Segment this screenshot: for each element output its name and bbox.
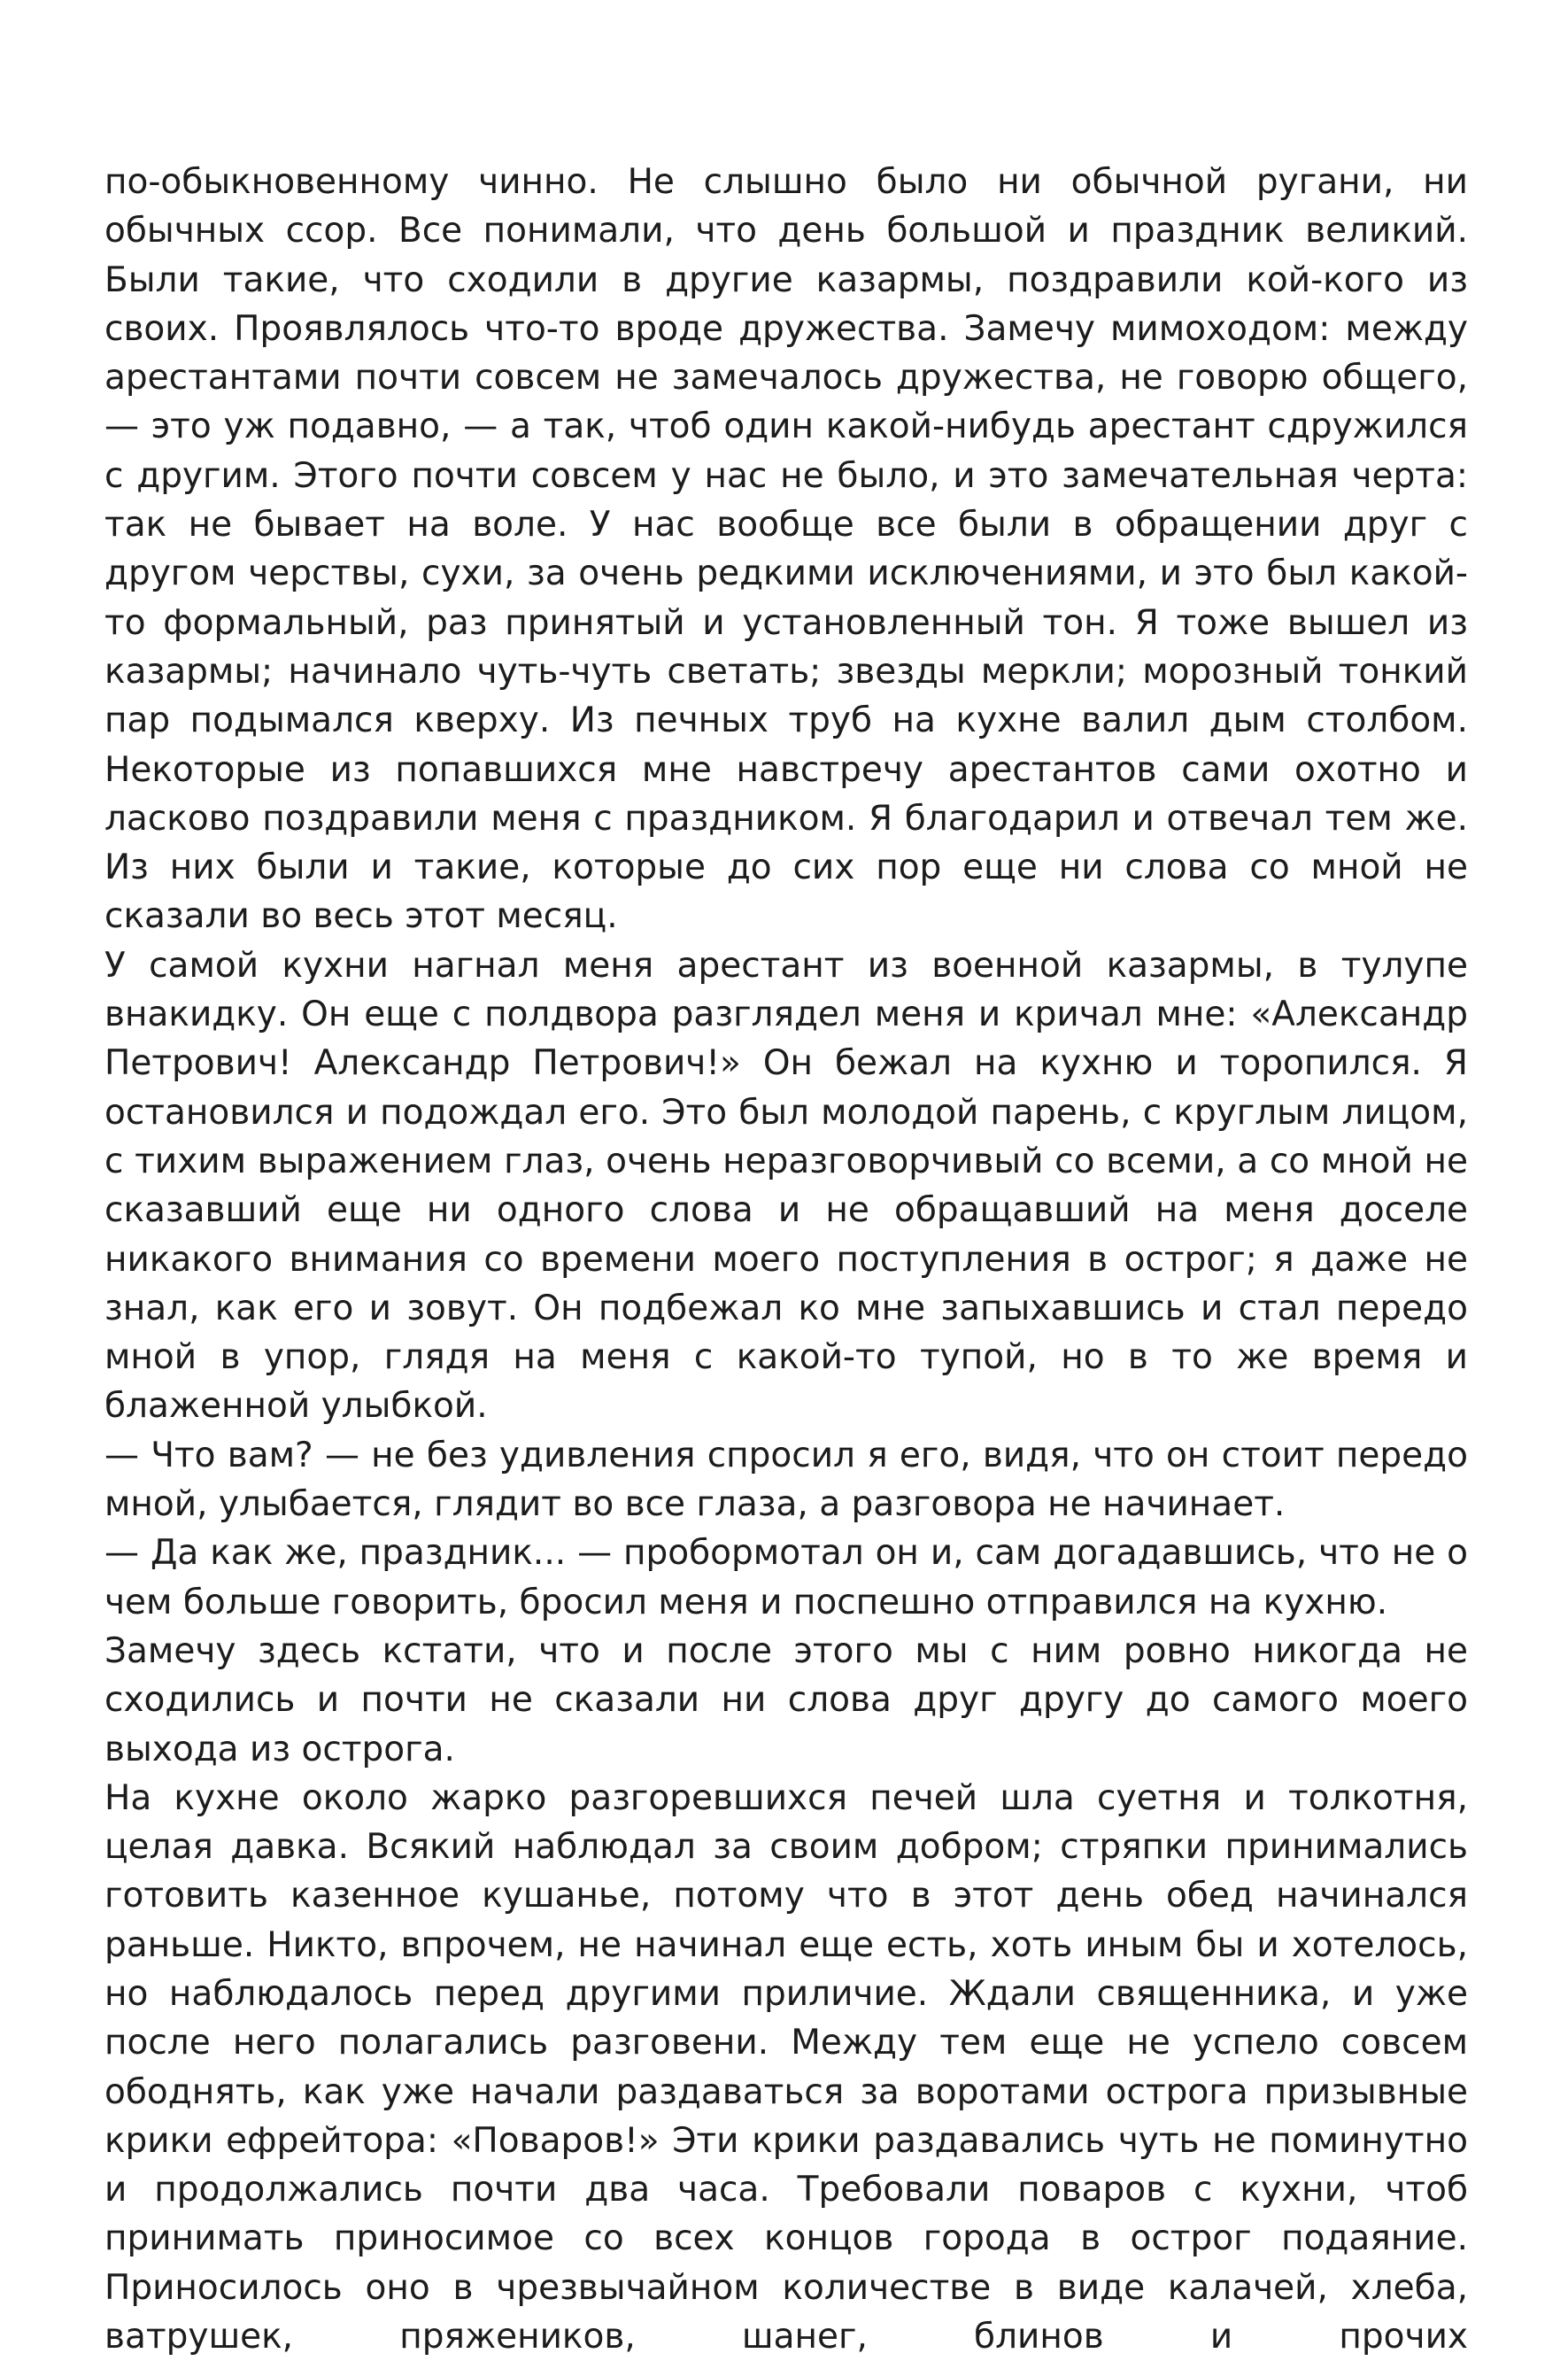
paragraph-2: У самой кухни нагнал меня арестант из военной казармы, в тулупе внакидку. Он еще с полдвора разглядел меня и кричал мне: «Александр Петрович! Александр Петрович!» Он бежал на кухню и торопился. Я остановился и подождал его. Это был молодой парень, с круглым лицом, с тихим выражением глаз, очень неразговорчивый со всеми, а со мной не сказавший еще ни одного слова и не обращавший на меня доселе никакого внимания со времени моего поступления в острог; я даже не знал, как его и зовут. Он подбежал ко мне запыхавшись и стал передо мной в упор, глядя на меня с какой-то тупой, но в то же время и блаженной улыбкой.: [104, 945, 1468, 1427]
paragraph-5: Замечу здесь кстати, что и после этого мы с ним ровно никогда не сходились и почти не сказали ни слова друг другу до самого моего выхода из острога.: [104, 1630, 1468, 1769]
page-body: [104, 158, 1468, 2361]
paragraph-4: — Да как же, праздник... — пробормотал он и, сам догадавшись, что не о чем больше говорить, бросил меня и поспешно отправился на кухню.: [104, 1533, 1468, 1622]
paragraph-3: — Что вам? — не без удивления спросил я его, видя, что он стоит передо мной, улыбается, глядит во все глаза, а разговора не начинает.: [104, 1435, 1468, 1525]
paragraph-1: по-обыкновенному чинно. Не слышно было ни обычной ругани, ни обычных ссор. Все понимали, что день большой и праздник великий. Были такие, что сходили в другие казармы, поздравили кой-кого из своих. Проявлялось что-то вроде дружества. Замечу мимоходом: между арестантами почти совсем не замечалось дружества, не говорю общего, — это уж подавно, — а так, чтоб один какой-нибудь арестант сдружился с другим. Этого почти совсем у нас не было, и это замечательная черта: так не бывает на воле. У нас вообще все были в обращении друг с другом черствы, сухи, за очень редкими исключениями, и это был какой-то формальный, раз принятый и установленный тон. Я тоже вышел из казармы; начинало чуть-чуть светать; звезды меркли; морозный тонкий пар подымался кверху. Из печных труб на кухне валил дым столбом. Некоторые из попавшихся мне навстречу арестантов сами охотно и ласково поздравили меня с праздником. Я благодарил и отвечал тем же. Из них были и такие, которые до сих пор еще ни слова со мной не сказали во весь этот месяц.: [104, 162, 1468, 937]
paragraph-6: На кухне около жарко разгоревшихся печей шла суетня и толкотня, целая давка. Всякий наблюдал за своим добром; стряпки принимались готовить казенное кушанье, потому что в этот день обед начинался раньше. Никто, впрочем, не начинал еще есть, хоть иным бы и хотелось, но наблюдалось перед другими приличие. Ждали священника, и уже после него полагались разговени. Между тем еще не успело совсем ободнять, как уже начали раздаваться за воротами острога призывные крики ефрейтора: «Поваров!» Эти крики раздавались чуть не поминутно и продолжались почти два часа. Требовали поваров с кухни, чтоб принимать приносимое со всех концов города в острог подаяние. Приносилось оно в чрезвычайном количестве в виде калачей, хлеба, ватрушек, пряжеников, шанег, блинов и прочих: [104, 1777, 1468, 2357]
